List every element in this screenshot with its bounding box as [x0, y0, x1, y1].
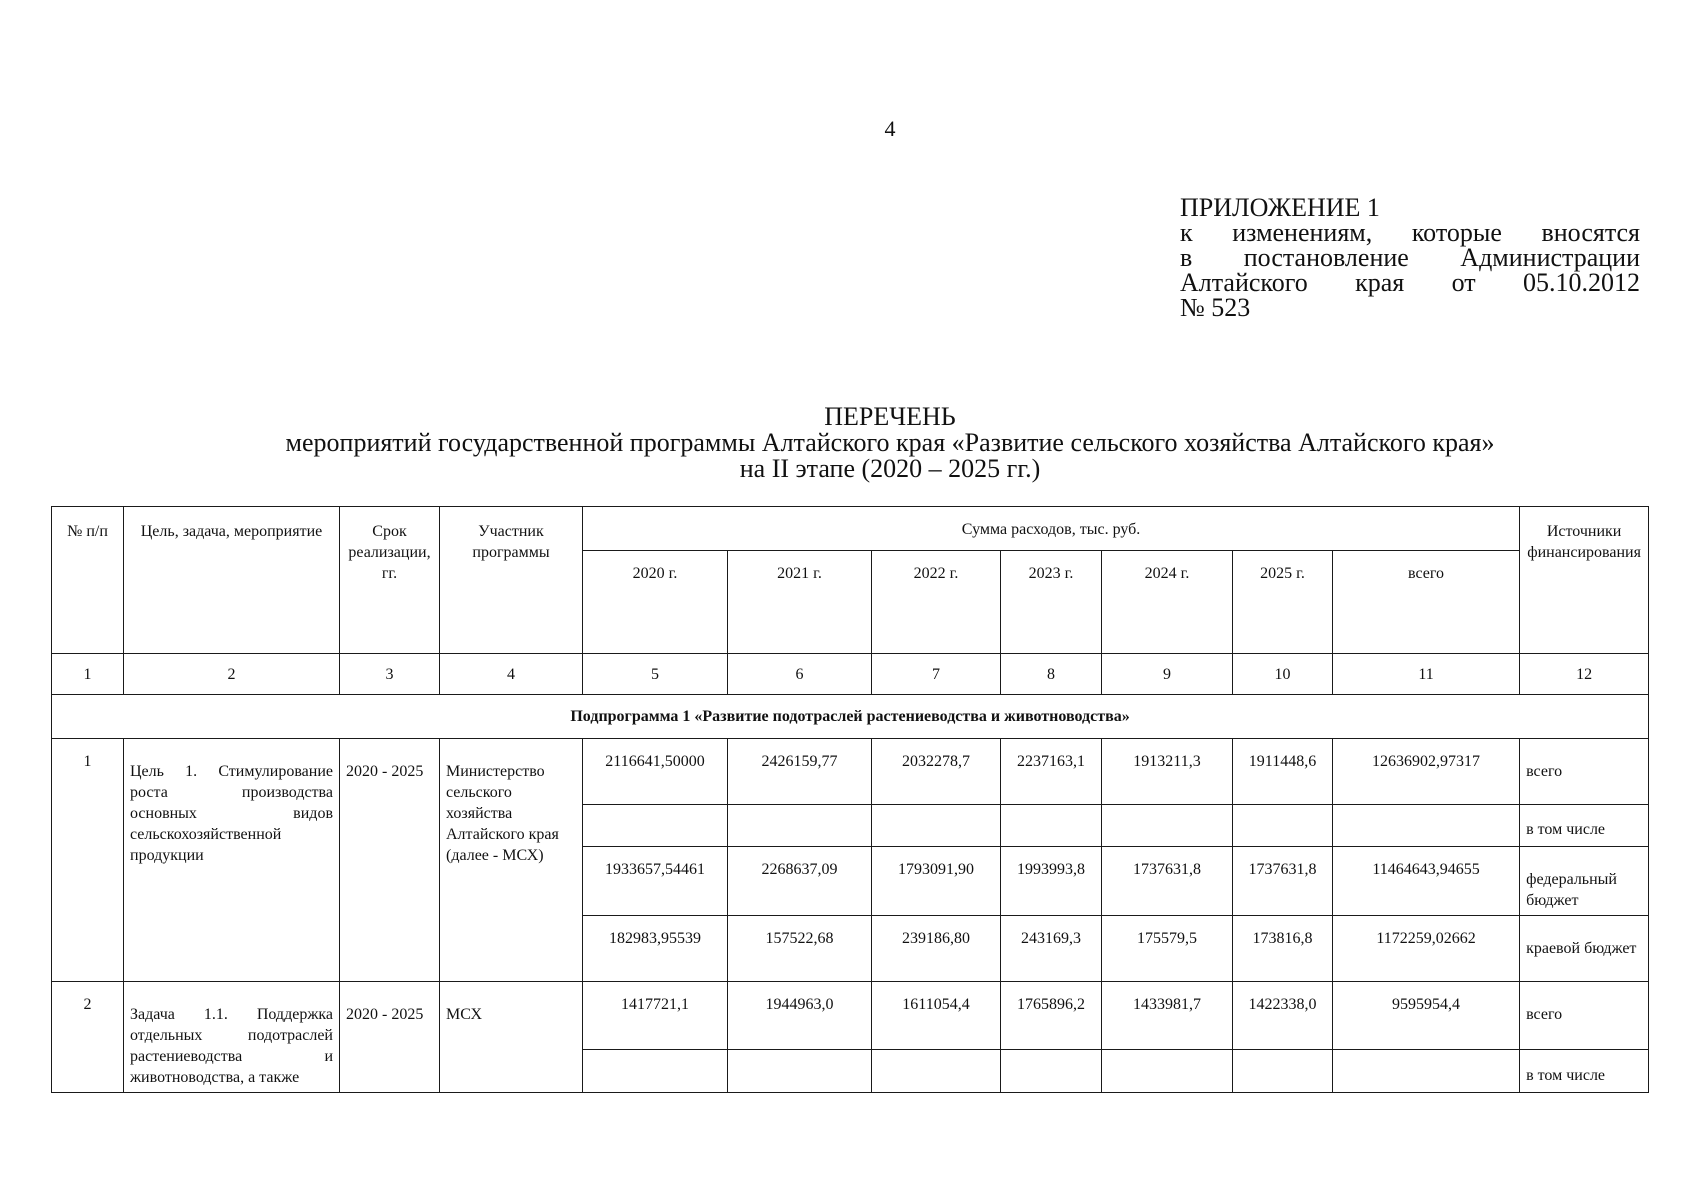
item-term: 2020 - 2025 — [340, 739, 440, 982]
value-cell — [1001, 1049, 1102, 1092]
value-cell: 1793091,90 — [872, 847, 1001, 916]
appendix-line-4: № 523 — [1180, 293, 1251, 322]
source-cell: всего — [1520, 739, 1649, 805]
value-cell: 1993993,8 — [1001, 847, 1102, 916]
column-number: 2 — [124, 654, 340, 695]
item-number: 2 — [52, 982, 124, 1093]
item-term: 2020 - 2025 — [340, 982, 440, 1093]
value-cell: 9595954,4 — [1333, 982, 1520, 1050]
item-number: 1 — [52, 739, 124, 982]
column-number: 1 — [52, 654, 124, 695]
appendix-line-1: к изменениям, которые вносятся — [1180, 218, 1640, 247]
item-participant: Министерство сельского хозяйства Алтайского края (далее - МСХ) — [440, 739, 583, 982]
value-cell: 243169,3 — [1001, 916, 1102, 982]
page-number: 4 — [884, 116, 896, 141]
source-cell: всего — [1520, 982, 1649, 1050]
column-number: 7 — [872, 654, 1001, 695]
value-cell — [1333, 1049, 1520, 1092]
value-cell: 1172259,02662 — [1333, 916, 1520, 982]
value-cell: 1911448,6 — [1233, 739, 1333, 805]
value-cell — [1102, 1049, 1233, 1092]
value-cell: 1913211,3 — [1102, 739, 1233, 805]
item-participant: МСХ — [440, 982, 583, 1093]
value-cell — [1333, 805, 1520, 847]
item-description: Задача 1.1. Поддержка отдельных подотраслей растениеводства и животноводства, а также — [124, 982, 340, 1093]
appendix-title: ПРИЛОЖЕНИЕ 1 — [1180, 193, 1380, 222]
value-cell: 1765896,2 — [1001, 982, 1102, 1050]
value-cell: 2032278,7 — [872, 739, 1001, 805]
header-total: всего — [1333, 551, 1520, 654]
column-number: 9 — [1102, 654, 1233, 695]
value-cell: 12636902,97317 — [1333, 739, 1520, 805]
table-row — [52, 982, 1649, 1050]
value-cell: 1933657,54461 — [583, 847, 728, 916]
value-cell — [1233, 805, 1333, 847]
value-cell: 1433981,7 — [1102, 982, 1233, 1050]
appendix-line-2: в постановление Администрации — [1180, 243, 1640, 272]
header-sources: Источники финансирования — [1520, 507, 1649, 654]
value-cell — [728, 1049, 872, 1092]
header-sum: Сумма расходов, тыс. руб. — [583, 507, 1520, 551]
value-cell: 1422338,0 — [1233, 982, 1333, 1050]
column-numbers-row — [52, 654, 1649, 695]
title-heading: ПЕРЕЧЕНЬ — [824, 402, 956, 431]
value-cell: 2426159,77 — [728, 739, 872, 805]
value-cell — [872, 1049, 1001, 1092]
source-cell: в том числе — [1520, 805, 1649, 847]
value-cell: 1737631,8 — [1233, 847, 1333, 916]
header-year-2025: 2025 г. — [1233, 551, 1333, 654]
header-year-2024: 2024 г. — [1102, 551, 1233, 654]
value-cell: 1611054,4 — [872, 982, 1001, 1050]
header-year-2021: 2021 г. — [728, 551, 872, 654]
value-cell: 157522,68 — [728, 916, 872, 982]
value-cell — [583, 1049, 728, 1092]
header-year-2020: 2020 г. — [583, 551, 728, 654]
source-cell: краевой бюджет — [1520, 916, 1649, 982]
header-year-2023: 2023 г. — [1001, 551, 1102, 654]
value-cell: 1737631,8 — [1102, 847, 1233, 916]
column-number: 5 — [583, 654, 728, 695]
column-number: 10 — [1233, 654, 1333, 695]
column-number: 8 — [1001, 654, 1102, 695]
appendix-line-3: Алтайского края от 05.10.2012 — [1180, 268, 1640, 297]
title-line-2: на II этапе (2020 – 2025 гг.) — [739, 454, 1041, 483]
source-cell: федеральный бюджет — [1520, 847, 1649, 916]
source-cell: в том числе — [1520, 1049, 1649, 1092]
column-number: 4 — [440, 654, 583, 695]
value-cell: 182983,95539 — [583, 916, 728, 982]
value-cell: 173816,8 — [1233, 916, 1333, 982]
value-cell: 2237163,1 — [1001, 739, 1102, 805]
value-cell: 175579,5 — [1102, 916, 1233, 982]
column-number: 11 — [1333, 654, 1520, 695]
value-cell — [1233, 1049, 1333, 1092]
header-participant: Участник программы — [440, 507, 583, 654]
title-line-1: мероприятий государственной программы Алтайского края «Развитие сельского хозяйства Алтайского края» — [285, 428, 1495, 457]
column-number: 3 — [340, 654, 440, 695]
document-title — [120, 404, 1660, 482]
value-cell — [872, 805, 1001, 847]
header-term: Срок реализации, гг. — [340, 507, 440, 654]
item-description: Цель 1. Стимулирование роста производства основных видов сельскохозяйственной продукции — [124, 739, 340, 982]
header-num: № п/п — [52, 507, 124, 654]
header-year-2022: 2022 г. — [872, 551, 1001, 654]
value-cell — [583, 805, 728, 847]
value-cell — [1001, 805, 1102, 847]
column-number: 6 — [728, 654, 872, 695]
value-cell: 2116641,50000 — [583, 739, 728, 805]
subprogram-title: Подпрограмма 1 «Развитие подотраслей растениеводства и животноводства» — [52, 695, 1649, 739]
column-number: 12 — [1520, 654, 1649, 695]
value-cell — [1102, 805, 1233, 847]
value-cell: 1417721,1 — [583, 982, 728, 1050]
table-row — [52, 739, 1649, 805]
activities-table — [51, 506, 1649, 1093]
header-goal: Цель, задача, мероприятие — [124, 507, 340, 654]
value-cell: 11464643,94655 — [1333, 847, 1520, 916]
value-cell — [728, 805, 872, 847]
value-cell: 239186,80 — [872, 916, 1001, 982]
value-cell: 2268637,09 — [728, 847, 872, 916]
value-cell: 1944963,0 — [728, 982, 872, 1050]
appendix-block — [1180, 195, 1640, 320]
